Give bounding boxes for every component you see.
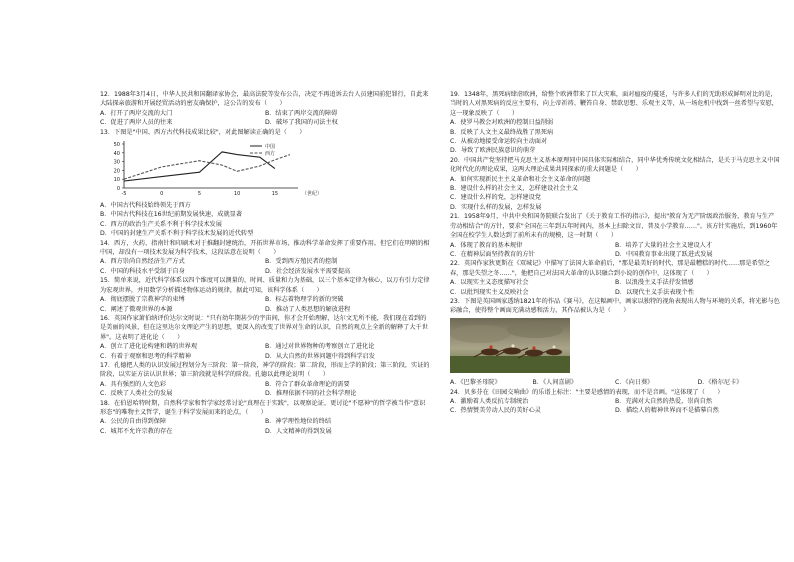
q17-option-b: B．符合了群众革命理论的需要: [265, 380, 350, 388]
q13-option-c: C．西方的政治生产关系不利于科学技术发展: [100, 220, 222, 228]
q17-option-d: D．推理依据不同的社会科学理论: [265, 390, 357, 398]
q15-option-c: C．阐述了微观世界的本源: [100, 305, 173, 313]
q12-options-row2: [100, 118, 430, 127]
q16-options-row1: [100, 342, 430, 351]
q23-option-a: A．《巴黎圣母院》: [450, 379, 501, 387]
left-column: [100, 90, 430, 436]
q15-option-a: A．彻底摆脱了宗教神学的束缚: [100, 296, 185, 304]
q20-option-b: B．建设什么样的社会主义，怎样建设社会主义: [450, 185, 578, 193]
question-23: 23．下图是英国画家透纳1821年的作品《赛马》，在这幅画中，画家以独特的视角表现出人物与环境的关系，将光影与色彩融合，使得整个画面充满动感和活力，其作品被认为是（ ）: [450, 297, 780, 315]
q19-option-a: A．使罗马教会对欧洲的控制日益削弱: [450, 119, 554, 127]
q15-option-d: D．推动了人类思想的解放进程: [265, 305, 351, 313]
q18-options-row1: [100, 417, 430, 426]
q24-option-d: D．描绘人的精神世界而不是描摹自然: [615, 407, 719, 415]
q16-option-d: D．从大自然的世界问题中得到科学启发: [265, 352, 375, 360]
q19-option-b: B．反映了人文主义最终战胜了黑死病: [450, 128, 554, 136]
q13-option-a: A．中国古代科技始终领先于西方: [100, 202, 191, 210]
q19-option-c: C．从被动地接受命运转向主动面对: [450, 138, 548, 146]
q24-option-a: A．激励着人类反抗专制统治: [450, 397, 529, 405]
series-line-0: [124, 152, 275, 181]
q23-option-c: C．《向日葵》: [615, 379, 654, 387]
q12-options: [100, 109, 430, 118]
q15-option-b: B．标志着物理学的新的突破: [265, 296, 344, 304]
question-16: 16．英国作家萧伯纳评价达尔文时说："只有幼年期甚少的宇宙间，你才会开始理解，达尔文无所不能，我们现在看到的是美丽的风景，但在这里达尔文理论产生的思想，更深入的改变了世界对生命的认识，自然的观点上全新的解释了大千世界"。这表明了进化论（ ）: [100, 314, 428, 341]
q20-option-a: A．如何实现新民主主义革命和社会主义革命的问题: [450, 175, 591, 183]
q24-option-b: B．充满对大自然的热爱，崇尚自然: [615, 397, 713, 405]
q13-option-d: D．中国的封建生产关系不利于科学技术发展的近代转型: [100, 230, 254, 238]
q16-options-row2: [100, 352, 430, 361]
q14-option-b: B．受到西方殖民者的控制: [265, 258, 338, 266]
q14-options-row2: [100, 267, 430, 276]
q19-option-d: D．导致了欧洲民族意识的萌芽: [450, 147, 536, 155]
q20-option-c: C．建设什么样的党，怎样建设党: [450, 194, 541, 202]
question-20: 20．中国共产党坚持把马克思主义基本原理同中国具体实际相结合，同中华优秀传统文化相结合，是关于马克思主义中国化时代化的理论成果，这两大理论成果共同探索的重大问题是（ ）: [450, 156, 780, 174]
question-14: 14．西方，火药、指南针和印刷术对于推翻封建统治，开拓世界市场，推动科学革命发挥了重要作用。但它们在明朝的相中国，却没有一项技术发展为科学技术，这段话意在说明（ ）: [100, 239, 430, 257]
q13-option-b: B．中国古代科技在16世纪前期发展快速，成就显著: [100, 211, 243, 219]
question-19: 19．1348年，黑死病肆虐欧洲，给整个欧洲带来了巨大灾难，面对瘟疫的蔓延，与许多人们的无助形成鲜明对比的是，当时的人对黑死病的反应主要有，向上帝祈祷、鞭笞自身、禁欲思想、乐观主义等，从一场危机中找到一丝希望与安慰，这一现象反映了（ ）: [450, 91, 778, 117]
q16-option-c: C．有着于观察和思考的科学精神: [100, 352, 191, 360]
q21-options-row2: [450, 250, 780, 259]
q22-options-row2: [450, 288, 780, 297]
q14-option-c: C．中国的科技水平受制于自身: [100, 267, 185, 275]
q14-options-row1: [100, 257, 430, 266]
horse-race-painting: [450, 318, 570, 373]
q18-option-c: C．城邦不允许宗教的存在: [100, 427, 173, 435]
x-axis-label: （世纪）: [302, 191, 323, 198]
y-tick-label: 40: [113, 150, 120, 157]
q22-option-c: C．以批判现实主义反映社会: [450, 288, 529, 296]
y-tick-label: 30: [113, 159, 120, 166]
q14-option-a: A．西方崇尚自然经济生产方式: [100, 258, 185, 266]
legend-label-1: 西方: [265, 151, 276, 158]
question-21: 21．1958年9月，中共中央和国务院联合发出了《关于教育工作的指示》，提出"教育为无产阶级政治服务，教育与生产劳动相结合"的方针，要求"全国在三年到五年时间内，基本上扫除文盲，普及小学教育……"。该方针实施后，到1960年全国在校学生人数达到了前所未有的规模，这一时期（ ）: [450, 213, 778, 240]
x-tick-label: 5: [197, 191, 202, 198]
q23-option-d: D．《格尔尼卡》: [697, 379, 743, 387]
x-tick-label: 15: [271, 191, 279, 198]
question-24: 24．贝多芬在《田园交响曲》的乐谱上标注："主要是感情的表现，而不是音画。"这体现了（ ）: [450, 388, 724, 396]
line-chart-svg: [100, 138, 330, 200]
question-12: 12．1988年3月4日，中华人民共和国翻译家协会，最高法院等发布公告，决定不再追诉去台人员建国前犯罪行，自此来大陆探亲旅游和开展经贸活动的密友确保护，这公告的发布（ ）: [100, 91, 429, 108]
question-15: 15．简单来说，近代科学体系以四个维度可以测量的，时间、质量和力为基础，以三个基本定律为核心，以万有引力定律为宏观世界，并用数学分析描述物体运动的规律，据此可知，该科学体系（ ）: [100, 277, 430, 294]
q12-option-c: C．促进了两岸人员的往来: [100, 119, 173, 127]
q14-option-d: D．社会经济发展水平需要提高: [265, 267, 351, 275]
q15-options-row1: [100, 295, 430, 304]
q22-options-row1: [450, 278, 780, 287]
right-column: [450, 90, 780, 416]
y-tick-label: 10: [113, 177, 120, 184]
q21-options-row1: [450, 241, 780, 250]
q18-option-d: D．人文精神的得到发展: [265, 427, 332, 435]
q12-option-d: D．破坏了我国的司法主权: [265, 119, 338, 127]
x-tick-label: -5: [121, 191, 127, 198]
y-tick-label: 20: [113, 168, 120, 175]
q16-option-a: A．创立了进化论构建和谐的世界观: [100, 343, 198, 351]
q17-option-a: A．具有强烈的人文色彩: [100, 380, 167, 388]
question-13: 13．下图是"中国、西方古代科技成果比较"，对此图解读正确的是（ ）: [100, 128, 306, 136]
q12-option-a: A．打开了两岸交流的大门: [100, 109, 173, 117]
q21-option-b: B．培养了大量的社会主义建设人才: [615, 241, 713, 249]
q18-option-a: A．公民的自由得到保障: [100, 418, 167, 426]
q22-option-d: D．以现代主义手法表现个性: [615, 288, 695, 296]
q20-option-d: D．实现什么样的发展，怎样发展: [450, 203, 542, 211]
q22-option-b: B．以浪漫主义手法抒发情感: [615, 279, 694, 287]
x-tick-label: 0: [160, 191, 164, 198]
q16-option-b: B．通过对世界物种的考察创立了进化论: [265, 343, 375, 351]
x-tick-label: 10: [233, 191, 241, 198]
q18-option-b: B．神学理性地位的终结: [265, 418, 332, 426]
y-tick-label: 50: [113, 142, 120, 149]
q24-options-row1: [450, 397, 780, 406]
legend-label-0: 中国: [265, 144, 276, 151]
q15-options-row2: [100, 305, 430, 314]
q22-option-a: A．以现实主义态度描写社会: [450, 279, 529, 287]
q24-option-c: C．热情赞美劳动人民的美好心灵: [450, 407, 541, 415]
q13-line-chart: [100, 138, 430, 200]
question-17: 17．孔德把人类的认识发展过程划分为三阶段：第一阶段，神学的阶段；第二阶段，形而上学的阶段；第三阶段，实证的阶段，以实证方法认识世界；第三阶段就是科学的阶段。孔德以此理论说明（ ）: [100, 361, 430, 379]
q23-option-b: B．《人间喜剧》: [532, 379, 577, 387]
q24-options-row2: [450, 406, 780, 415]
q12-option-b: B．结束了两岸交流的障碍: [265, 109, 338, 117]
q21-option-c: C．在精神层面坚持教育的方针: [450, 250, 535, 258]
q21-option-d: D．中国教育事业出现了跃进式发展: [615, 250, 713, 258]
q17-options-row1: [100, 380, 430, 389]
q18-options-row2: [100, 427, 430, 436]
question-18: 18．在伯恩哈特时期，自然科学家和哲学家经常讨论"真理在于实践"，以观察论证，更讨论"不愿神"的哲学被当作"意识形态"的唯物主义哲学，诞生于科学发展而来的论点，（ ）: [100, 399, 426, 416]
series-line-1: [124, 155, 290, 180]
q21-option-a: A．体现了教育的基本规律: [450, 241, 523, 249]
y-tick-label: 0: [116, 186, 120, 193]
question-22: 22．英国作家狄更斯在《双城记》中描写了法国大革命前后，"那是最美好的时代，那是最糟糕的时代……那是希望之春，那是失望之冬……"，他把自己对法国大革命的认识融合到小说的创作中，这体现了（ ）: [450, 260, 771, 277]
q23-options: [450, 378, 780, 387]
q17-option-c: C．反映了人类社会的发展: [100, 390, 173, 398]
q17-options-row2: [100, 389, 430, 398]
